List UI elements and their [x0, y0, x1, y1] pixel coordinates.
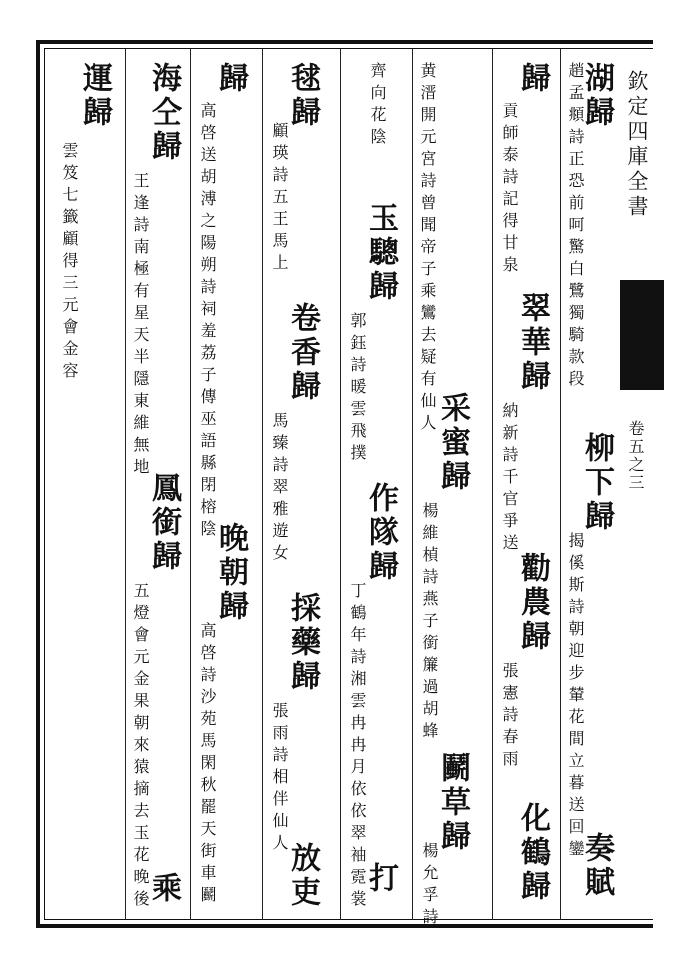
text-column-1 [560, 62, 622, 912]
entry-note: 顧瑛詩五王馬上 [270, 122, 289, 276]
entry-head: 卷香歸 [285, 302, 320, 404]
entry-head: 勸農歸 [515, 552, 550, 654]
entry-note: 郭鈺詩暖雲飛撲 [348, 312, 367, 466]
text-column-2 [492, 62, 554, 912]
entry-head: 海仝歸 [146, 62, 181, 164]
entry-head: 歸 [213, 62, 248, 96]
entry-head: 柳下歸 [579, 432, 614, 534]
book-title: 欽定四庫全書 [625, 70, 649, 220]
entry-head: 運歸 [77, 62, 112, 130]
entry-note: 楊允孚詩 [420, 842, 439, 930]
entry-head: 采蜜歸 [435, 392, 470, 494]
entry-note: 揭傒斯詩朝迎步輦花間立暮送回鑾 [566, 532, 585, 862]
entry-head: 化鶴歸 [515, 802, 550, 904]
entry-note: 五燈會元金果朝來猿摘去玉花晚後 [131, 582, 150, 912]
entry-head: 玉驄歸 [363, 202, 398, 304]
entry-note: 雲笈七籤顧得三元會金容 [60, 142, 79, 384]
entry-note: 齊向花陰 [368, 62, 387, 150]
entry-note: 納新詩千官爭送 [500, 402, 519, 556]
entry-note: 高啓送胡溥之陽朔詩祠羞荔子傳巫語縣閉榕陰 [198, 102, 217, 542]
entry-head: 鳳銜歸 [146, 472, 181, 574]
entry-head: 晚朝歸 [213, 522, 248, 624]
entry-note: 王逢詩南極有星天半隱東維無地 [131, 172, 150, 480]
text-column-7 [125, 62, 187, 912]
entry-head: 鬬草歸 [435, 752, 470, 854]
entry-head: 奏賦 [579, 832, 614, 900]
text-column-6 [190, 62, 252, 912]
text-column-8 [56, 62, 118, 912]
entry-head: 作隊歸 [363, 482, 398, 584]
entry-head: 翠華歸 [515, 292, 550, 394]
entry-head: 乘 [146, 872, 181, 906]
entry-head: 放吏 [285, 842, 320, 910]
entry-head: 歸 [515, 62, 550, 96]
entry-note: 趙孟頫詩正恐前呵驚白鷺獨騎款段 [566, 62, 585, 392]
section-label: 卷五之三 [626, 420, 645, 492]
entry-head: 毬歸 [285, 62, 320, 130]
margin-tab [620, 280, 664, 390]
entry-head: 採藥歸 [285, 592, 320, 694]
text-column-5 [262, 62, 324, 912]
entry-note: 馬臻詩翠雅遊女 [270, 412, 289, 566]
entry-head: 打 [363, 862, 398, 896]
entry-note: 高啓詩沙苑馬閑秋罷天街車鬬 [198, 622, 217, 908]
text-column-4 [340, 62, 402, 912]
entry-note: 黄溍開元宮詩曾聞帝子乘鸞去疑有仙人 [418, 62, 437, 436]
entry-note: 丁鶴年詩湘雲冉冉月依依翠袖霓裳 [348, 582, 367, 912]
entry-note: 張憲詩春雨 [500, 662, 519, 772]
entry-note: 楊維楨詩燕子銜簾過胡蜂 [420, 502, 439, 744]
entry-note: 貢師泰詩記得甘泉 [500, 102, 519, 278]
entry-note: 張雨詩相伴仙人 [270, 702, 289, 856]
entry-head: 湖歸 [579, 62, 614, 130]
text-column-3 [412, 62, 474, 930]
